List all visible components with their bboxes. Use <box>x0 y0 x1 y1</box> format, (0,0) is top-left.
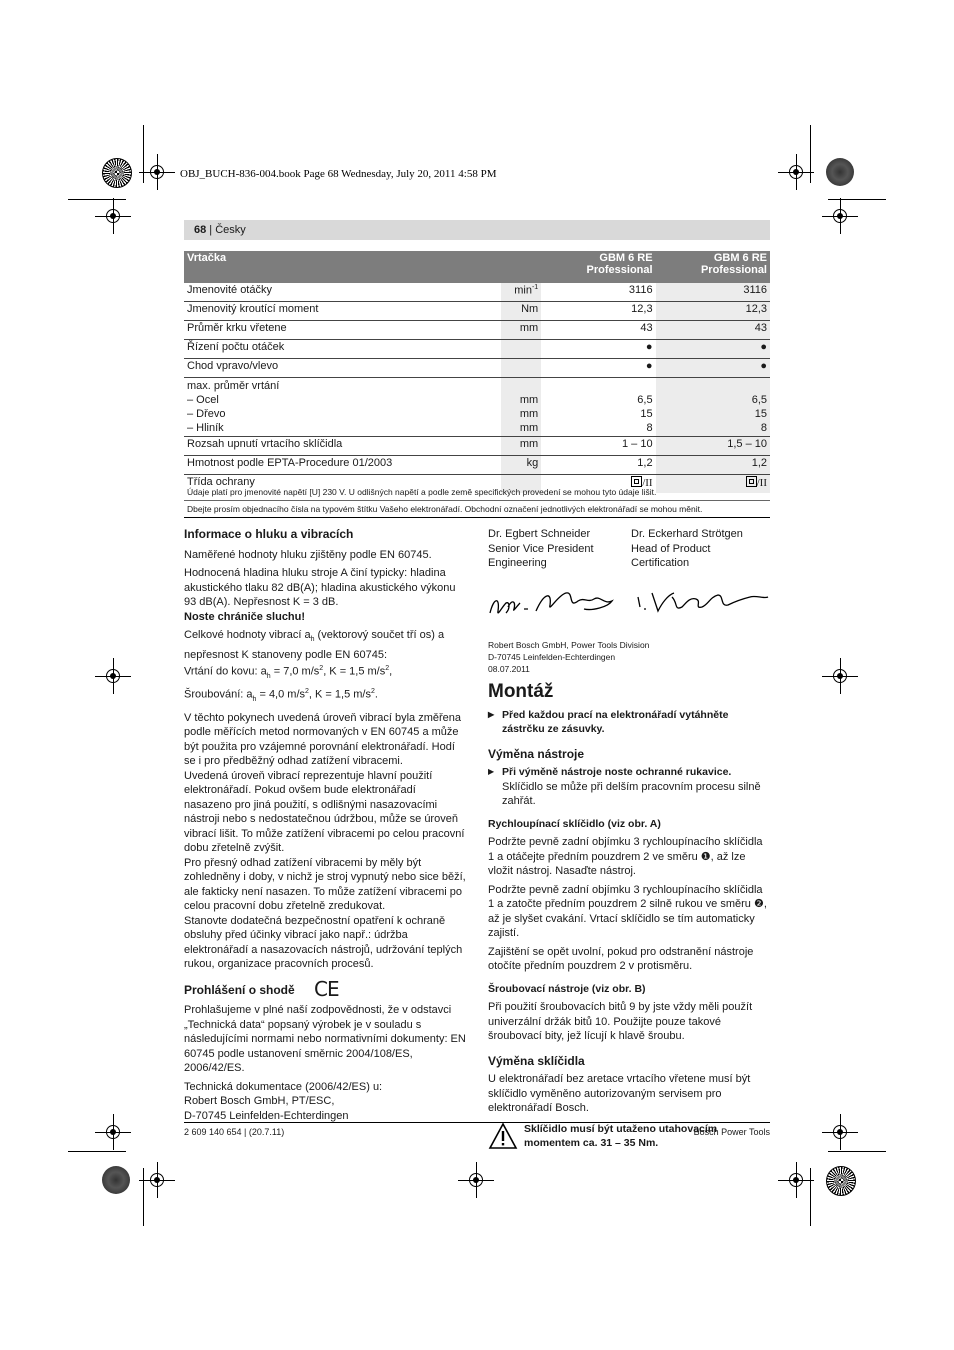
protection-class-1: /II <box>541 475 655 494</box>
warning-triangle-icon <box>488 1122 518 1150</box>
table-note-2: Dbejte prosím objednacího čísla na typovém štítku Vašeho elektronářadí. Obchodní označení jednotlivých elektronářadí se mohou měnit. <box>187 504 703 514</box>
paragraph: Zajištění se opět uvolní, pokud pro odstranění nástroje otočíte předním pouzdrem 2 v protisměru. <box>488 945 754 972</box>
gloves-warning: ▶ Při výměně nástroje noste ochranné rukavice. Sklíčidlo se může při delším pracovním procesu silně zahřát. <box>488 765 770 809</box>
unplug-warning: ▶ Před každou prací na elektronářadí vytáhněte zástrčku ze zásuvky. <box>488 708 770 737</box>
signatories <box>488 527 770 571</box>
paragraph: Pro přesný odhad zatížení vibracemi by měly být zohledněny i doby, v nichž je stroj vypnutý nebo sice běží, ale fakticky není nasazen. To může zatížení vibracemi po celou pracovní dobu zřetelně zredukovat. <box>184 856 466 913</box>
bullet-icon: ● <box>656 340 770 359</box>
vibration-values: Celkové hodnoty vibrací $a_h$ (vektorový součet tří os) a nepřesnost K stanoveny podle EN 60745: Vrtání do kovu: $a_h = 7,0$ $m/s^2$, K = 1,5 $m/s^2$, Šroubování: $a_h = 4,0$ $m/s^2$, K = 1,5 $m/s^2$. <box>184 629 445 703</box>
bullet-icon: ● <box>656 359 770 378</box>
page-number: 68 <box>194 224 207 236</box>
row-value-2: 3116 <box>656 283 770 302</box>
row-label: Řízení počtu otáček <box>184 340 501 359</box>
paragraph: Technická dokumentace (2006/42/ES) u: Robert Bosch GmbH, PT/ESC, D-70745 Leinfelden-Echterdingen <box>184 1080 383 1122</box>
row-value-1: 1,2 <box>541 456 655 475</box>
table-row <box>184 340 770 359</box>
left-column <box>184 527 466 1127</box>
row-value-1: 12,3 <box>541 302 655 321</box>
spec-table <box>184 251 770 493</box>
signatory-1: Dr. Egbert Schneider Senior Vice President Engineering <box>488 528 594 569</box>
row-value-1: 6,5 15 8 <box>541 378 655 437</box>
table-header-row <box>184 251 770 283</box>
double-insulation-icon <box>631 476 642 487</box>
paragraph: Podržte pevně zadní objímku 3 rychloupínacího sklíčidla 1 a zatočte předním pouzdrem 2 silně rukou ve směru ❷, až je slyšet cvakání. Vrtací sklíčidlo se tím automaticky zajistí. <box>488 883 767 939</box>
row-label: max. průměr vrtání – Ocel – Dřevo – Hliník <box>184 378 501 437</box>
row-value-2: 1,2 <box>656 456 770 475</box>
double-insulation-icon <box>746 476 757 487</box>
row-unit: $\min^{-1}$ <box>501 283 541 302</box>
table-row <box>184 321 770 340</box>
footer-right: Bosch Power Tools <box>693 1127 770 1137</box>
row-value-2: 43 <box>656 321 770 340</box>
file-header: OBJ_BUCH-836-004.book Page 68 Wednesday, July 20, 2011 4:58 PM <box>180 168 497 180</box>
table-row <box>184 437 770 456</box>
page-header: 68 | Česky <box>184 220 770 240</box>
paragraph: Prohlašujeme v plné naší zodpovědnosti, že v odstavci „Technická data“ popsaný výrobek je v souladu s následujícími normami nebo normativními dokumenty: EN 60745 podle ustanovení směrnic 2004/108/ES, 2006/42/ES. <box>184 1004 466 1075</box>
signatory-2: Dr. Eckerhard Strötgen Head of Product Certification <box>631 528 743 569</box>
table-row <box>184 302 770 321</box>
table-row <box>184 378 770 437</box>
row-value-2: 12,3 <box>656 302 770 321</box>
table-header-label: Vrtačka <box>184 251 501 283</box>
table-row <box>184 359 770 378</box>
row-unit: mm mm mm <box>501 378 541 437</box>
protection-class-2: /II <box>656 475 770 494</box>
table-note-1: Údaje platí pro jmenovité napětí [U] 230 V. U odlišných napětí a podle země specifických provedení se mohou tyto údaje lišit. <box>187 487 657 497</box>
conformity-title: Prohlášení o shodě <box>184 982 295 997</box>
paragraph: Hodnocená hladina hluku stroje A činí typicky: hladina akustického tlaku 82 dB(A); hladina akustického výkonu 93 dB(A). Nepřesnost K = 3 dB. <box>184 567 456 608</box>
row-label: Jmenovitý kroutící moment <box>184 302 501 321</box>
row-label: Třída ochrany <box>187 476 255 488</box>
table-row <box>184 283 770 302</box>
paragraph: Naměřené hodnoty hluku zjištěny podle EN 60745. <box>184 548 432 561</box>
row-label: Hmotnost podle EPTA-Procedure 01/2003 <box>184 456 501 475</box>
paragraph: Uvedená úroveň vibrací reprezentuje hlavní použití elektronářadí. Pokud ovšem bude elektronářadí nasazeno pro jiná použití, s odlišnými nasazovacími nástroji nebo s nedostatečnou údržbou, může se úroveň vibrací lišit. To může zatížení vibracemi po celou pracovní dobu zřetelně zvýšit. <box>184 769 465 855</box>
company-address: Robert Bosch GmbH, Power Tools Division D-70745 Leinfelden-Echterdingen 08.07.2011 <box>488 640 650 674</box>
paragraph: U elektronářadí bez aretace vrtacího vřetene musí být sklíčidlo vyměněno autorizovaným servisem pro elektronářadí Bosch. <box>488 1073 751 1114</box>
row-label: Průměr krku vřetene <box>184 321 501 340</box>
row-unit: mm <box>501 321 541 340</box>
noise-title: Informace o hluku a vibracích <box>184 527 354 541</box>
montaz-title: Montáž <box>488 681 554 702</box>
table-row <box>184 456 770 475</box>
table-header-col2: GBM 6 RE Professional <box>656 251 770 283</box>
table-header-col1: GBM 6 RE Professional <box>541 251 655 283</box>
bullet-icon: ● <box>541 340 655 359</box>
paragraph: V těchto pokynech uvedená úroveň vibrací byla změřena podle měřících metod normovaných v EN 60745 a může být použita pro vzájemné porovnání elektronářadí. Hodí se i pro předběžný odhad zatížení vibracemi. <box>184 711 461 768</box>
footer-left: 2 609 140 654 | (20.7.11) <box>184 1127 285 1137</box>
ce-mark-icon: CE <box>314 976 339 1001</box>
paragraph: Stanovte dodatečná bezpečnostní opatření k ochraně obsluhy před účinky vibrací jako např.: údržba elektronářadí a nasazovacích nástrojů, udržování teplých rukou, organizace pracovních procesů. <box>184 914 463 971</box>
right-column <box>488 527 770 1150</box>
row-label: Chod vpravo/vlevo <box>184 359 501 378</box>
row-label: Jmenovité otáčky <box>184 283 501 302</box>
bullet-icon: ● <box>541 359 655 378</box>
conformity-heading <box>184 976 466 1001</box>
row-value-1: 3116 <box>541 283 655 302</box>
row-value-2: 6,5 15 8 <box>656 378 770 437</box>
chuck-change-title: Výměna sklíčidla <box>488 1053 585 1068</box>
quick-chuck-title: Rychloupínací sklíčidlo (viz obr. A) <box>488 817 661 830</box>
row-unit: mm <box>501 437 541 456</box>
row-unit: kg <box>501 456 541 475</box>
signatures <box>488 583 770 625</box>
paragraph: Při použití šroubovacích bitů 9 by jste vždy měli použít univerzální držák bitů 10. Použijte pouze takové šroubovací bity, jež lícují k hlavě šroubu. <box>488 1001 753 1042</box>
row-unit: Nm <box>501 302 541 321</box>
row-value-1: 1 – 10 <box>541 437 655 456</box>
row-value-2: 1,5 – 10 <box>656 437 770 456</box>
paragraph: Podržte pevně zadní objímku 3 rychloupínacího sklíčidla 1 a otáčejte předním pouzdrem 2 ve směru ❶, až lze vložit nástroj. Nasaďte nástroj. <box>488 836 763 877</box>
row-label: Rozsah upnutí vrtacího sklíčidla <box>184 437 501 456</box>
torque-warning-text: Sklíčidlo musí být utaženo utahovacím momentem ca. 31 – 35 Nm. <box>524 1122 718 1149</box>
hearing-warning: Noste chrániče sluchu! <box>184 610 306 623</box>
screwdriver-title: Šroubovací nástroje (viz obr. B) <box>488 982 646 995</box>
row-value-1: 43 <box>541 321 655 340</box>
page-language: Česky <box>215 224 246 236</box>
tool-change-title: Výměna nástroje <box>488 746 585 761</box>
